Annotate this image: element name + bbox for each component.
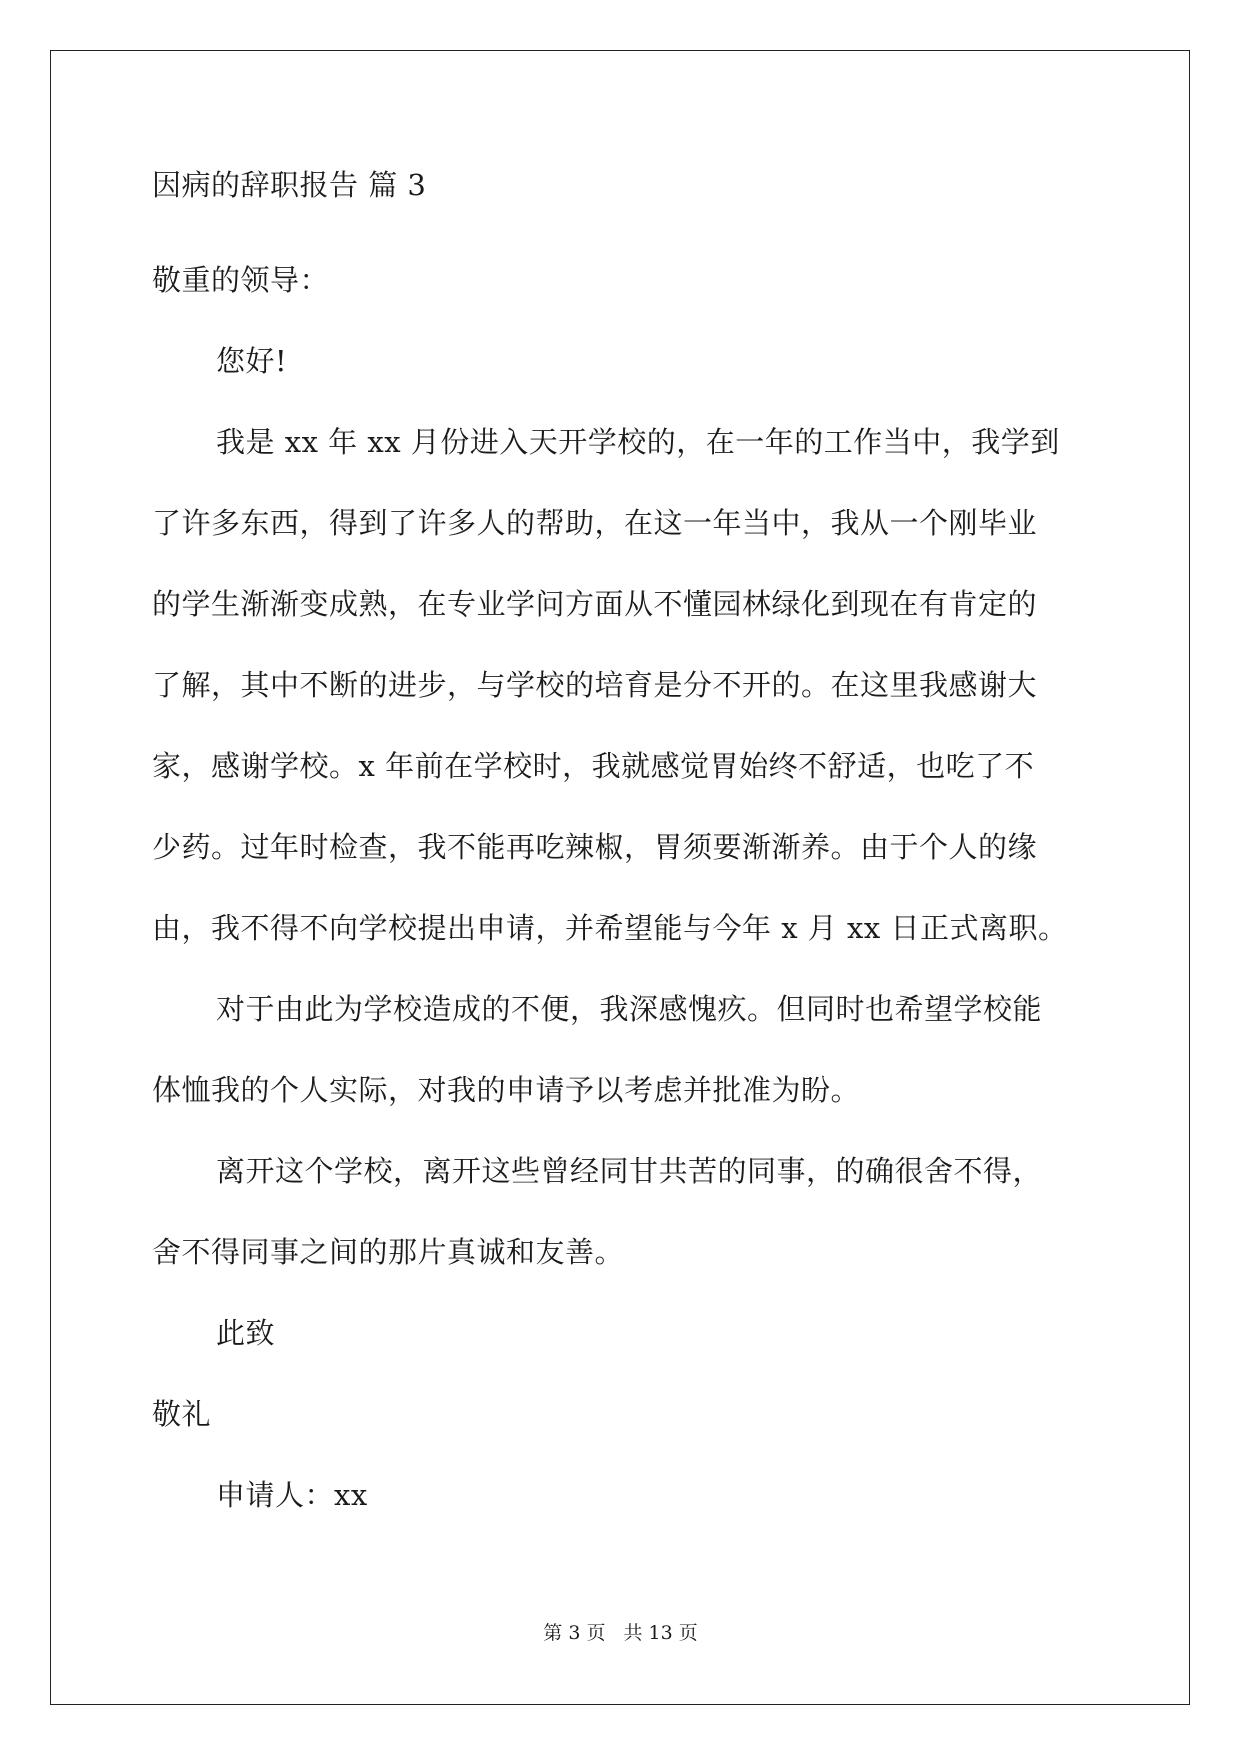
signature: 申请人：xx xyxy=(216,1478,368,1512)
page-number-current: 第 3 页 xyxy=(543,1622,606,1644)
paragraph-line: 舍不得同事之间的那片真诚和友善。 xyxy=(152,1235,625,1269)
paragraph-3 xyxy=(152,1131,1092,1293)
paragraph-line: 的学生渐渐变成熟，在专业学问方面从不懂园林绿化到现在有肯定的 xyxy=(152,587,1038,621)
paragraph-line: 对于由此为学校造成的不便，我深感愧疚。但同时也希望学校能 xyxy=(216,992,1043,1026)
document-body xyxy=(152,160,1092,1536)
greeting: 您好! xyxy=(216,344,288,378)
paragraph-line: 了许多东西，得到了许多人的帮助，在这一年当中，我从一个刚毕业 xyxy=(152,506,1038,540)
paragraph-line: 离开这个学校，离开这些曾经同甘共苦的同事，的确很舍不得， xyxy=(216,1154,1043,1188)
closing-cizhi: 此致 xyxy=(216,1316,276,1350)
paragraph-1 xyxy=(152,402,1092,969)
paragraph-line: 体恤我的个人实际，对我的申请予以考虑并批准为盼。 xyxy=(152,1073,861,1107)
paragraph-line: 了解，其中不断的进步，与学校的培育是分不开的。在这里我感谢大 xyxy=(152,668,1038,702)
page-footer xyxy=(0,1618,1241,1645)
paragraph-line: 由，我不得不向学校提出申请，并希望能与今年 x 月 xx 日正式离职。 xyxy=(152,911,1068,945)
paragraph-2 xyxy=(152,969,1092,1131)
document-title: 因病的辞职报告 篇 3 xyxy=(152,168,427,202)
page-number-total: 共 13 页 xyxy=(623,1622,698,1644)
paragraph-line: 少药。过年时检查，我不能再吃辣椒，胃须要渐渐养。由于个人的缘 xyxy=(152,830,1038,864)
salutation: 敬重的领导： xyxy=(152,263,330,297)
paragraph-line: 我是 xx 年 xx 月份进入天开学校的，在一年的工作当中，我学到 xyxy=(216,425,1060,459)
closing-jingli: 敬礼 xyxy=(152,1397,212,1431)
paragraph-line: 家，感谢学校。x 年前在学校时，我就感觉胃始终不舒适，也吃了不 xyxy=(152,749,1035,783)
